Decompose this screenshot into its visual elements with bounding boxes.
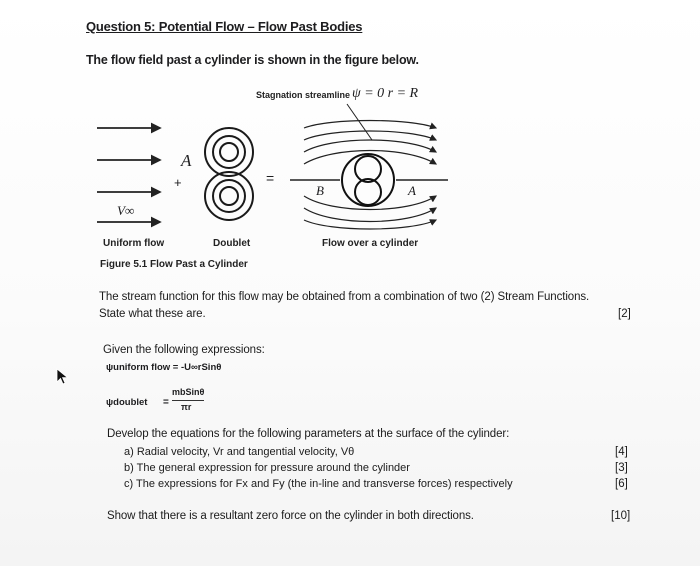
intro-text: The flow field past a cylinder is shown in the figure below. — [86, 53, 419, 67]
cylinder-body — [342, 154, 394, 206]
part-c-marks: [6] — [615, 478, 628, 490]
final-marks: [10] — [611, 510, 631, 522]
velocity-symbol: V∞ — [117, 203, 135, 218]
stream-question-line2: State what these are. — [99, 308, 206, 320]
doublet-equals: = — [163, 397, 169, 408]
doublet-expression-lhs: ψdoublet — [106, 397, 148, 408]
stream-question-line1: The stream function for this flow may be obtained from a combination of two (2) Stream Functions. — [99, 291, 590, 303]
figure-caption: Figure 5.1 Flow Past a Cylinder — [100, 259, 248, 270]
part-a-text: a) Radial velocity, Vr and tangential velocity, Vθ — [124, 446, 355, 458]
uniform-flow-label: Uniform flow — [103, 238, 165, 249]
doublet-symbol — [205, 128, 253, 220]
part-b-text: b) The general expression for pressure around the cylinder — [124, 462, 410, 474]
part-a-marks: [4] — [615, 446, 628, 458]
doublet-numerator: mbSinθ — [172, 387, 205, 397]
fraction-bar — [172, 400, 204, 401]
point-a-left: A — [181, 151, 192, 170]
expressions-heading: Given the following expressions: — [103, 344, 265, 356]
part-b-marks: [3] — [615, 462, 628, 474]
stagnation-label: Stagnation streamline — [256, 90, 351, 100]
uniform-flow-expression: ψuniform flow = -U∞rSinθ — [106, 362, 222, 373]
point-a-right: A — [408, 183, 416, 198]
point-b: B — [316, 183, 324, 198]
equals-sign: = — [266, 170, 275, 186]
mouse-cursor-icon — [56, 368, 70, 386]
stream-question-marks: [2] — [618, 308, 631, 320]
stagnation-equation: ψ = 0 r = R — [352, 86, 419, 101]
develop-heading: Develop the equations for the following parameters at the surface of the cylinder: — [107, 428, 510, 440]
part-c-text: c) The expressions for Fx and Fy (the in-line and transverse forces) respectively — [124, 478, 513, 490]
plus-sign: + — [174, 175, 182, 190]
question-title: Question 5: Potential Flow – Flow Past Bodies — [86, 19, 363, 34]
doublet-label: Doublet — [213, 238, 251, 249]
final-instruction: Show that there is a resultant zero force on the cylinder in both directions. — [107, 510, 474, 522]
doublet-denominator: πr — [181, 402, 192, 412]
cylinder-flow-label: Flow over a cylinder — [322, 238, 419, 249]
